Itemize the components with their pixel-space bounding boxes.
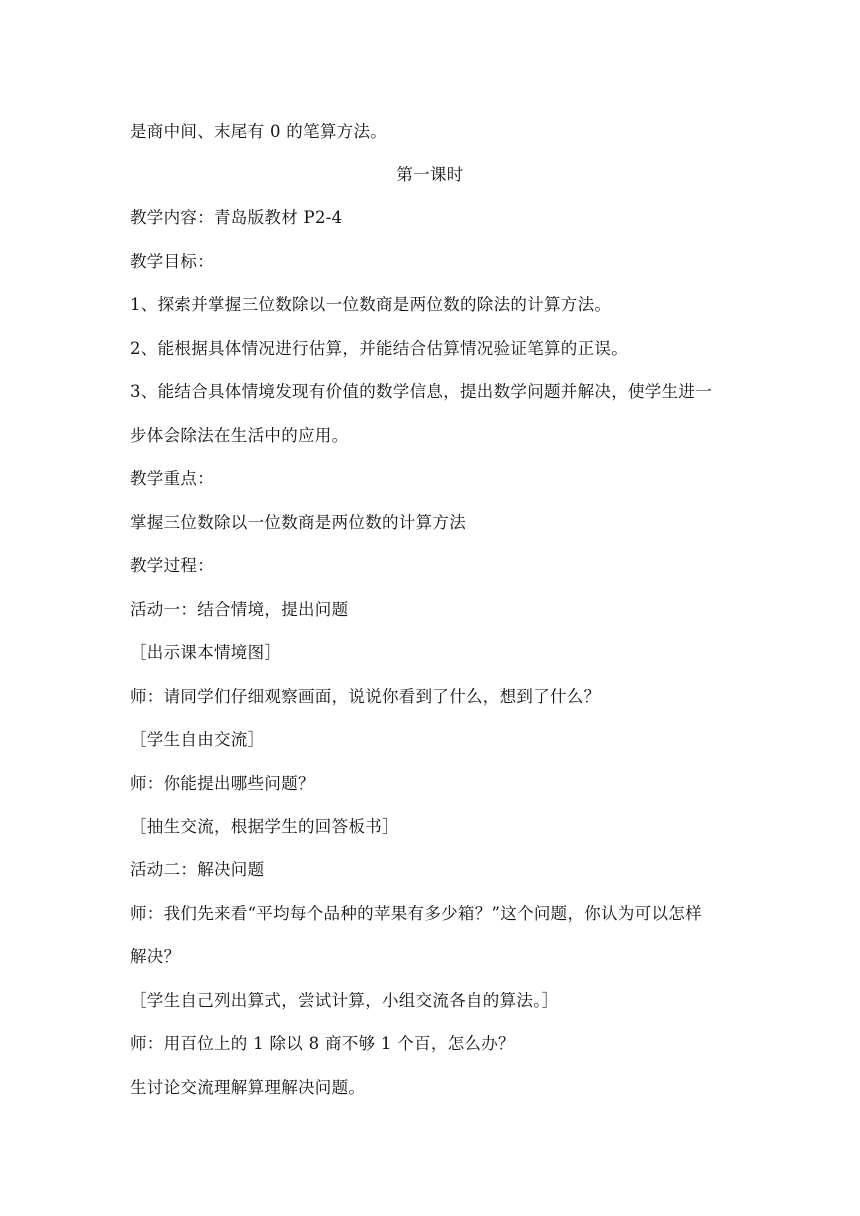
lesson-heading: 第一课时 — [396, 165, 464, 184]
text-line-board-writing: ［抽生交流，根据学生的回答板书］ — [130, 817, 399, 836]
text-line-teacher-apples-cont: 解决？ — [130, 947, 181, 966]
text-line-student-discuss: 生讨论交流理解算理解决问题。 — [130, 1078, 366, 1097]
text-line-goal-3: 3、能结合具体情境发现有价值的数学信息，提出数学问题并解决，使学生进一 — [130, 382, 712, 401]
text-line-teaching-content: 教学内容：青岛版教材 P2-4 — [130, 208, 343, 227]
text-line-teacher-hundreds: 师：用百位上的 1 除以 8 商不够 1 个百，怎么办？ — [130, 1034, 515, 1053]
text-line-activity-2: 活动二：解决问题 — [130, 860, 265, 879]
text-line-teaching-goals-label: 教学目标： — [130, 252, 214, 271]
text-line-process-label: 教学过程： — [130, 556, 214, 575]
text-line-teacher-questions: 师：你能提出哪些问题？ — [130, 774, 315, 793]
text-line-goal-3-cont: 步体会除法在生活中的应用。 — [130, 426, 349, 445]
text-line-key-point: 掌握三位数除以一位数商是两位数的计算方法 — [130, 513, 466, 532]
text-line-student-try: ［学生自己列出算式，尝试计算，小组交流各自的算法。］ — [130, 991, 559, 1010]
text-line-goal-1: 1、探索并掌握三位数除以一位数商是两位数的除法的计算方法。 — [130, 295, 612, 314]
text-line-teacher-apples: 师：我们先来看“平均每个品种的苹果有多少箱？”这个问题，你认为可以怎样 — [130, 904, 702, 923]
text-line-key-points-label: 教学重点： — [130, 469, 214, 488]
text-line-free-exchange: ［学生自由交流］ — [130, 730, 265, 749]
text-line-show-picture: ［出示课本情境图］ — [130, 643, 282, 662]
text-line-method-note: 是商中间、末尾有 0 的笔算方法。 — [130, 122, 388, 141]
text-line-activity-1: 活动一：结合情境，提出问题 — [130, 600, 349, 619]
text-line-teacher-observe: 师：请同学们仔细观察画面，说说你看到了什么，想到了什么？ — [130, 687, 601, 706]
text-line-goal-2: 2、能根据具体情况进行估算，并能结合估算情况验证笔算的正误。 — [130, 339, 628, 358]
